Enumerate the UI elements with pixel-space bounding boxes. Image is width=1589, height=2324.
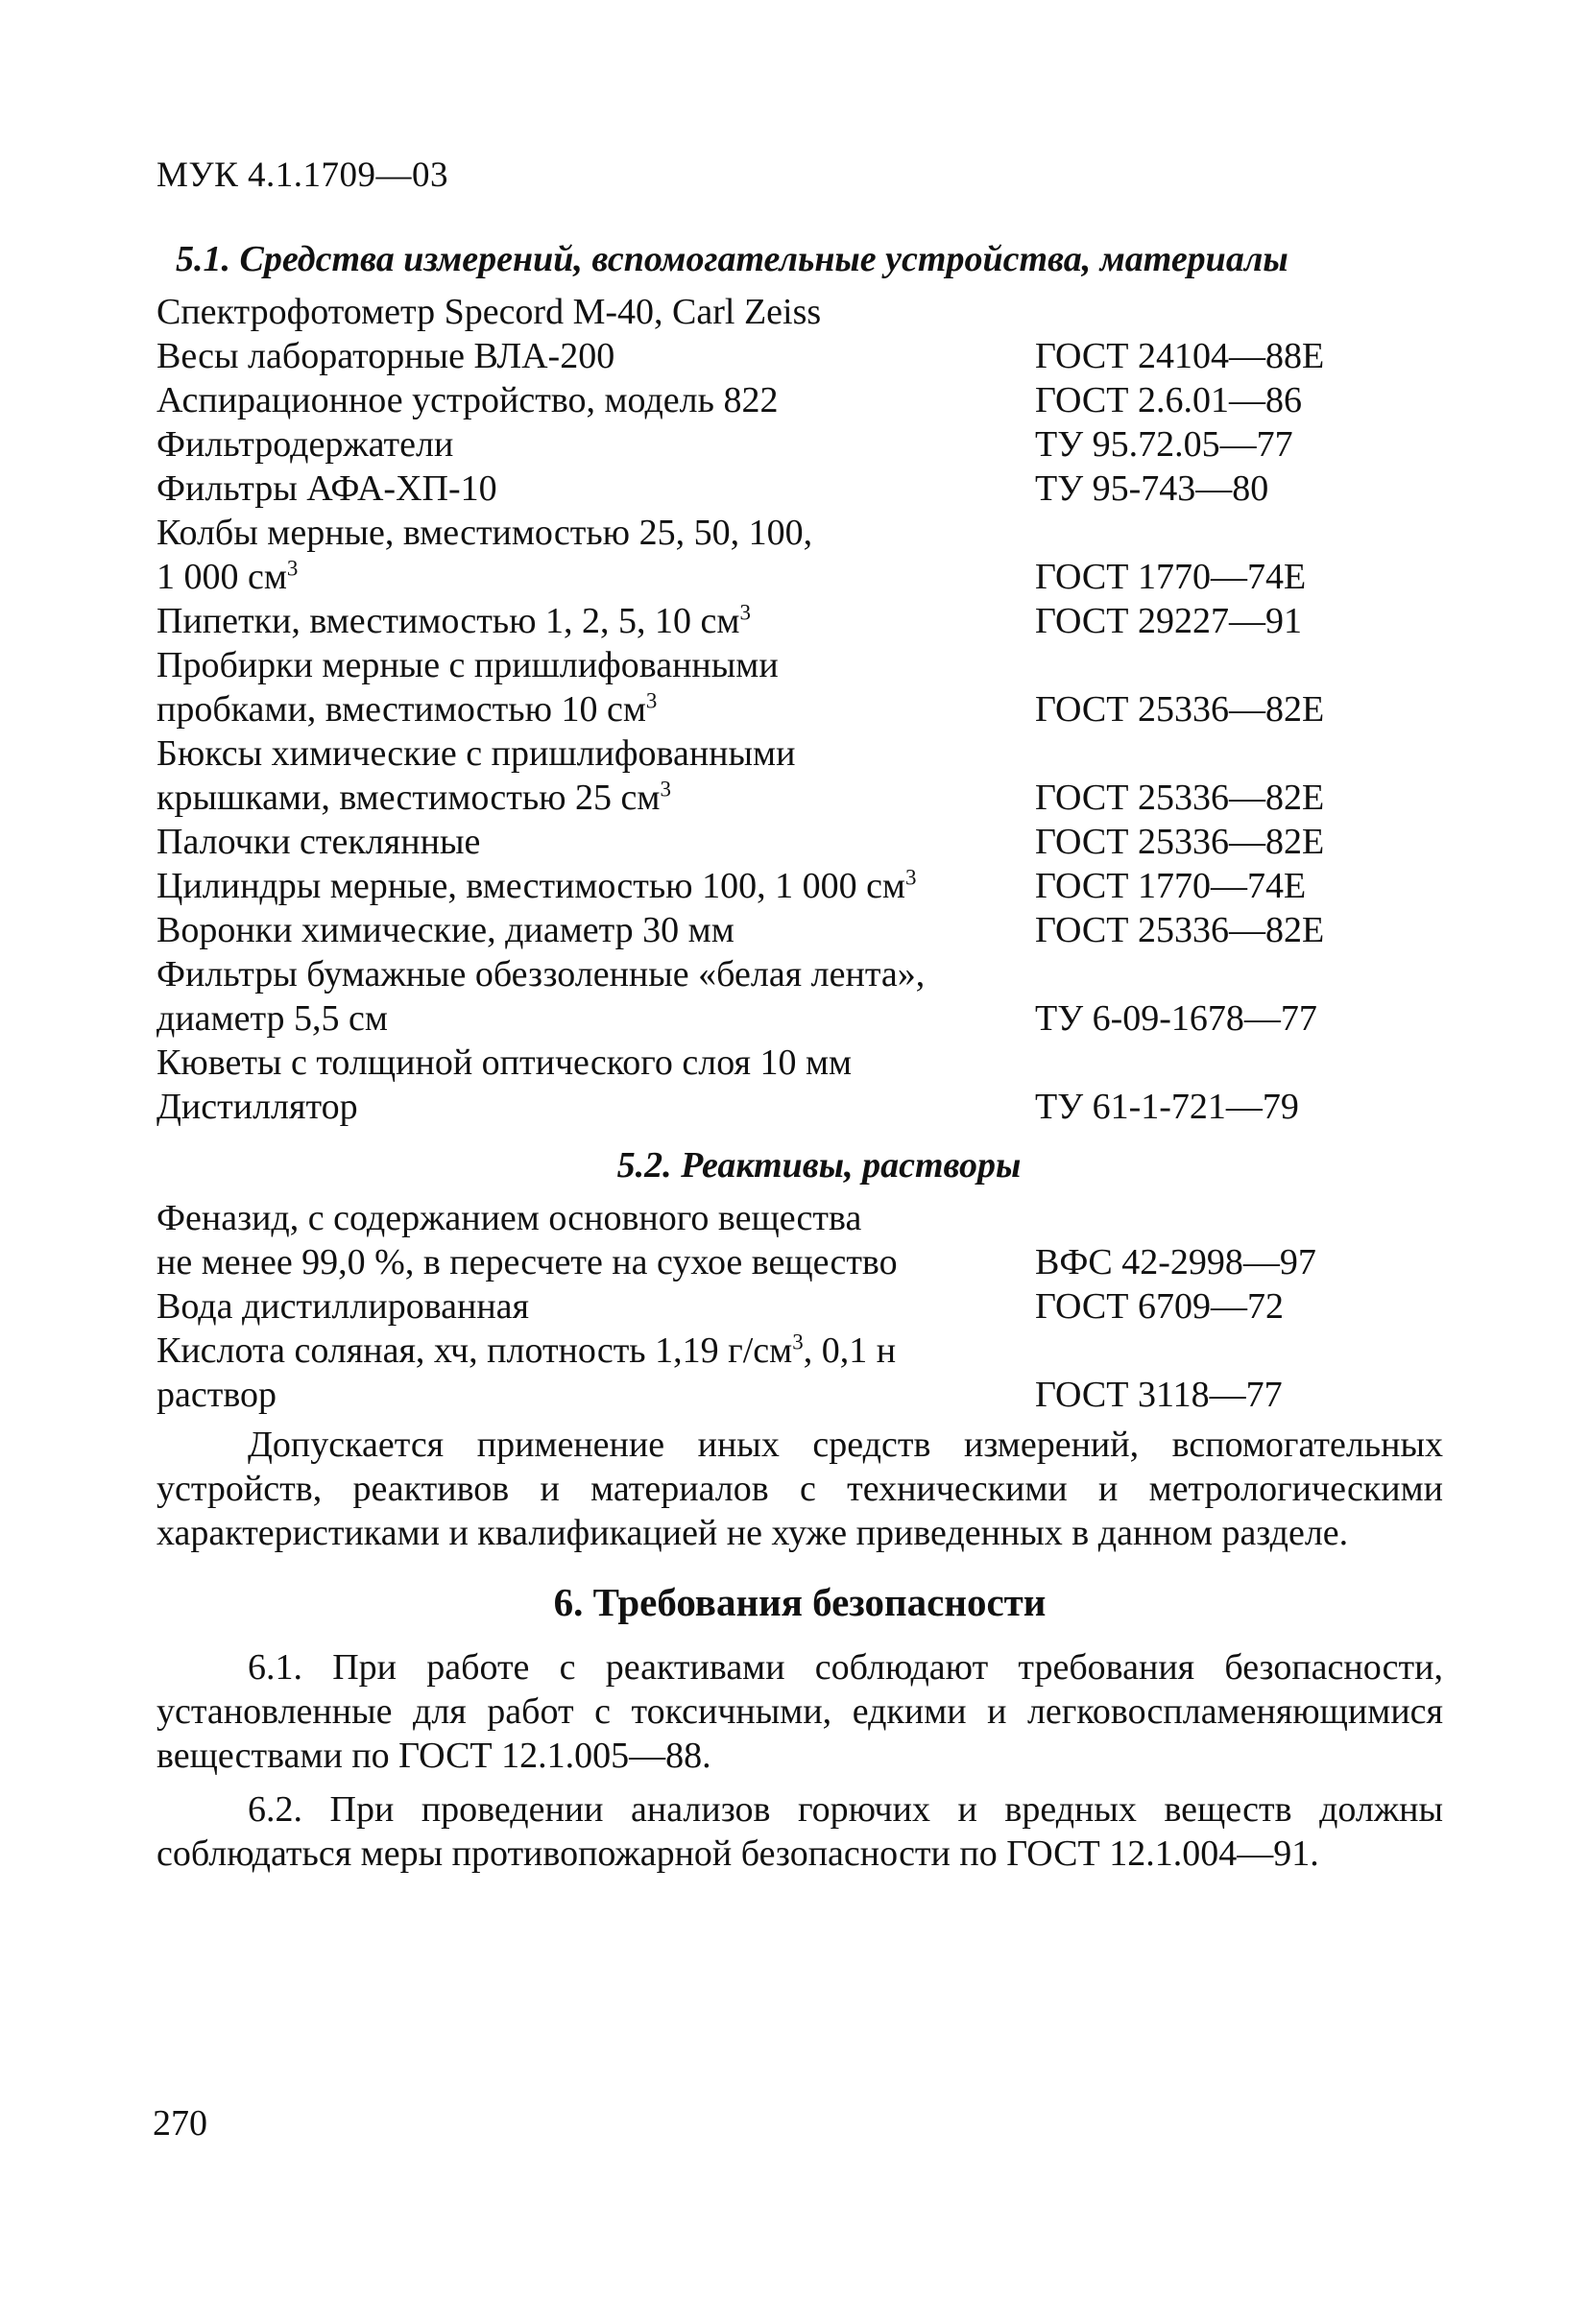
reagent-row [156, 1284, 1443, 1329]
equipment-name-text: Цилиндры мерные, вместимостью 100, 1 000 см [156, 866, 905, 906]
equipment-name [156, 908, 1035, 952]
superscript: 3 [645, 688, 658, 713]
equipment-name-text: Весы лабораторные ВЛА-200 [156, 336, 615, 376]
superscript: 3 [660, 777, 671, 802]
reagent-name: не менее 99,0 %, в пересчете на сухое вещество [156, 1242, 898, 1282]
equipment-name [156, 643, 779, 687]
reagent-row [156, 1329, 1443, 1373]
equipment-name-text: Кюветы с толщиной оптического слоя 10 мм [156, 1042, 853, 1083]
superscript: 3 [792, 1330, 804, 1354]
equipment-name [156, 1041, 852, 1085]
equipment-name [156, 1085, 1035, 1129]
equipment-name [156, 776, 1035, 820]
equipment-name-text: Фильтродержатели [156, 424, 454, 465]
equipment-name [156, 820, 1035, 864]
equipment-row [156, 1041, 1443, 1085]
reagent-name-part: Кислота соляная, хч, плотность 1,19 г/см [156, 1330, 793, 1371]
equipment-name [156, 290, 821, 334]
equipment-name-text: Спектрофотометр Specord M-40, Carl Zeiss [156, 292, 822, 332]
equipment-row [156, 555, 1443, 599]
equipment-name [156, 864, 1035, 908]
equipment-row [156, 1085, 1443, 1129]
equipment-name-text: диаметр 5,5 см [156, 998, 388, 1039]
equipment-row [156, 687, 1443, 731]
equipment-name-text: Фильтры бумажные обеззоленные «белая лента», [156, 954, 926, 994]
reagent-row [156, 1240, 1443, 1284]
equipment-standard: ТУ 6-09-1678—77 [1035, 998, 1317, 1039]
reagent-standard: ВФС 42-2998—97 [1035, 1242, 1316, 1282]
equipment-name [156, 731, 795, 776]
equipment-standard: ГОСТ 1770—74Е [1035, 866, 1307, 906]
section-6-title: 6. Требования безопасности [553, 1580, 1047, 1624]
equipment-standard: ТУ 95-743—80 [1035, 468, 1269, 509]
equipment-row [156, 378, 1443, 422]
superscript: 3 [904, 865, 917, 890]
document-code: МУК 4.1.1709—03 [156, 156, 449, 195]
equipment-name [156, 687, 1035, 731]
section-5-2-title: 5.2. Реактивы, растворы [616, 1145, 1022, 1186]
paragraph-6-1: 6.1. При работе с реактивами соблюдают требования безопасности, установленные для работ с токсичными, едкими и легковоспламеняющимися веществами по ГОСТ 12.1.005—88. [156, 1647, 1443, 1776]
equipment-standard: ГОСТ 2.6.01—86 [1035, 380, 1302, 420]
equipment-name [156, 555, 1035, 599]
equipment-row [156, 290, 1443, 334]
reagent-name: Феназид, с содержанием основного вещества [156, 1198, 862, 1238]
equipment-row [156, 776, 1443, 820]
equipment-name-text: Палочки стеклянные [156, 822, 481, 862]
equipment-name-text: крышками, вместимостью 25 см [156, 778, 661, 818]
equipment-row [156, 643, 1443, 687]
equipment-standard: ГОСТ 25336—82Е [1035, 778, 1325, 818]
equipment-standard: ГОСТ 25336—82Е [1035, 910, 1325, 950]
equipment-row [156, 599, 1443, 643]
equipment-row [156, 820, 1443, 864]
page-number: 270 [153, 2103, 207, 2144]
reagent-row [156, 1373, 1443, 1417]
equipment-name [156, 334, 1035, 378]
equipment-name-text: Фильтры АФА-ХП-10 [156, 468, 497, 509]
equipment-name-text: 1 000 см [156, 557, 287, 597]
equipment-name-text: пробками, вместимостью 10 см [156, 689, 646, 730]
equipment-row [156, 952, 1443, 996]
equipment-standard: ГОСТ 1770—74Е [1035, 557, 1307, 597]
equipment-standard: ТУ 95.72.05—77 [1035, 424, 1293, 465]
equipment-row [156, 996, 1443, 1041]
reagent-name [156, 1329, 896, 1373]
reagent-name-part: , 0,1 н [803, 1330, 897, 1371]
equipment-standard: ГОСТ 29227—91 [1035, 601, 1302, 641]
equipment-name [156, 599, 1035, 643]
equipment-standard: ГОСТ 25336—82Е [1035, 689, 1325, 730]
equipment-name-text: Дистиллятор [156, 1087, 358, 1127]
equipment-name [156, 378, 1035, 422]
equipment-name-text: Колбы мерные, вместимостью 25, 50, 100, [156, 513, 813, 553]
section-5-1-title: 5.1. Средства измерений, вспомогательные устройства, материалы [176, 239, 1288, 279]
equipment-standard: ТУ 61-1-721—79 [1035, 1087, 1299, 1127]
equipment-name [156, 467, 1035, 511]
equipment-standard: ГОСТ 24104—88Е [1035, 336, 1325, 376]
reagents-list [156, 1196, 1443, 1417]
equipment-name [156, 996, 1035, 1041]
equipment-row [156, 908, 1443, 952]
reagent-row [156, 1196, 1443, 1240]
reagent-name: Вода дистиллированная [156, 1286, 530, 1327]
equipment-list [156, 290, 1443, 1129]
reagent-standard: ГОСТ 3118—77 [1035, 1375, 1283, 1415]
paragraph-6-2: 6.2. При проведении анализов горючих и вредных веществ должны соблюдаться меры противопожарной безопасности по ГОСТ 12.1.004—91. [156, 1789, 1443, 1874]
equipment-name-text: Бюксы химические с пришлифованными [156, 733, 796, 774]
reagent-name: раствор [156, 1375, 277, 1415]
equipment-row [156, 511, 1443, 555]
superscript: 3 [286, 556, 299, 581]
equipment-name-text: Воронки химические, диаметр 30 мм [156, 910, 734, 950]
equipment-row [156, 334, 1443, 378]
equipment-name-text: Пробирки мерные с пришлифованными [156, 645, 779, 685]
equipment-name [156, 422, 1035, 467]
section-5-note: Допускается применение иных средств измерений, вспомогательных устройств, реактивов и материалов с техническими и метрологическими характеристиками и квалификацией не хуже приведенных в данном разделе. [156, 1425, 1443, 1553]
equipment-standard: ГОСТ 25336—82Е [1035, 822, 1325, 862]
equipment-name [156, 511, 812, 555]
equipment-name [156, 952, 925, 996]
equipment-name-text: Пипетки, вместимостью 1, 2, 5, 10 см [156, 601, 740, 641]
superscript: 3 [739, 600, 751, 625]
equipment-row [156, 422, 1443, 467]
equipment-row [156, 731, 1443, 776]
equipment-name-text: Аспирационное устройство, модель 822 [156, 380, 779, 420]
document-page [156, 154, 1443, 1876]
equipment-row [156, 864, 1443, 908]
equipment-row [156, 467, 1443, 511]
reagent-standard: ГОСТ 6709—72 [1035, 1286, 1284, 1327]
